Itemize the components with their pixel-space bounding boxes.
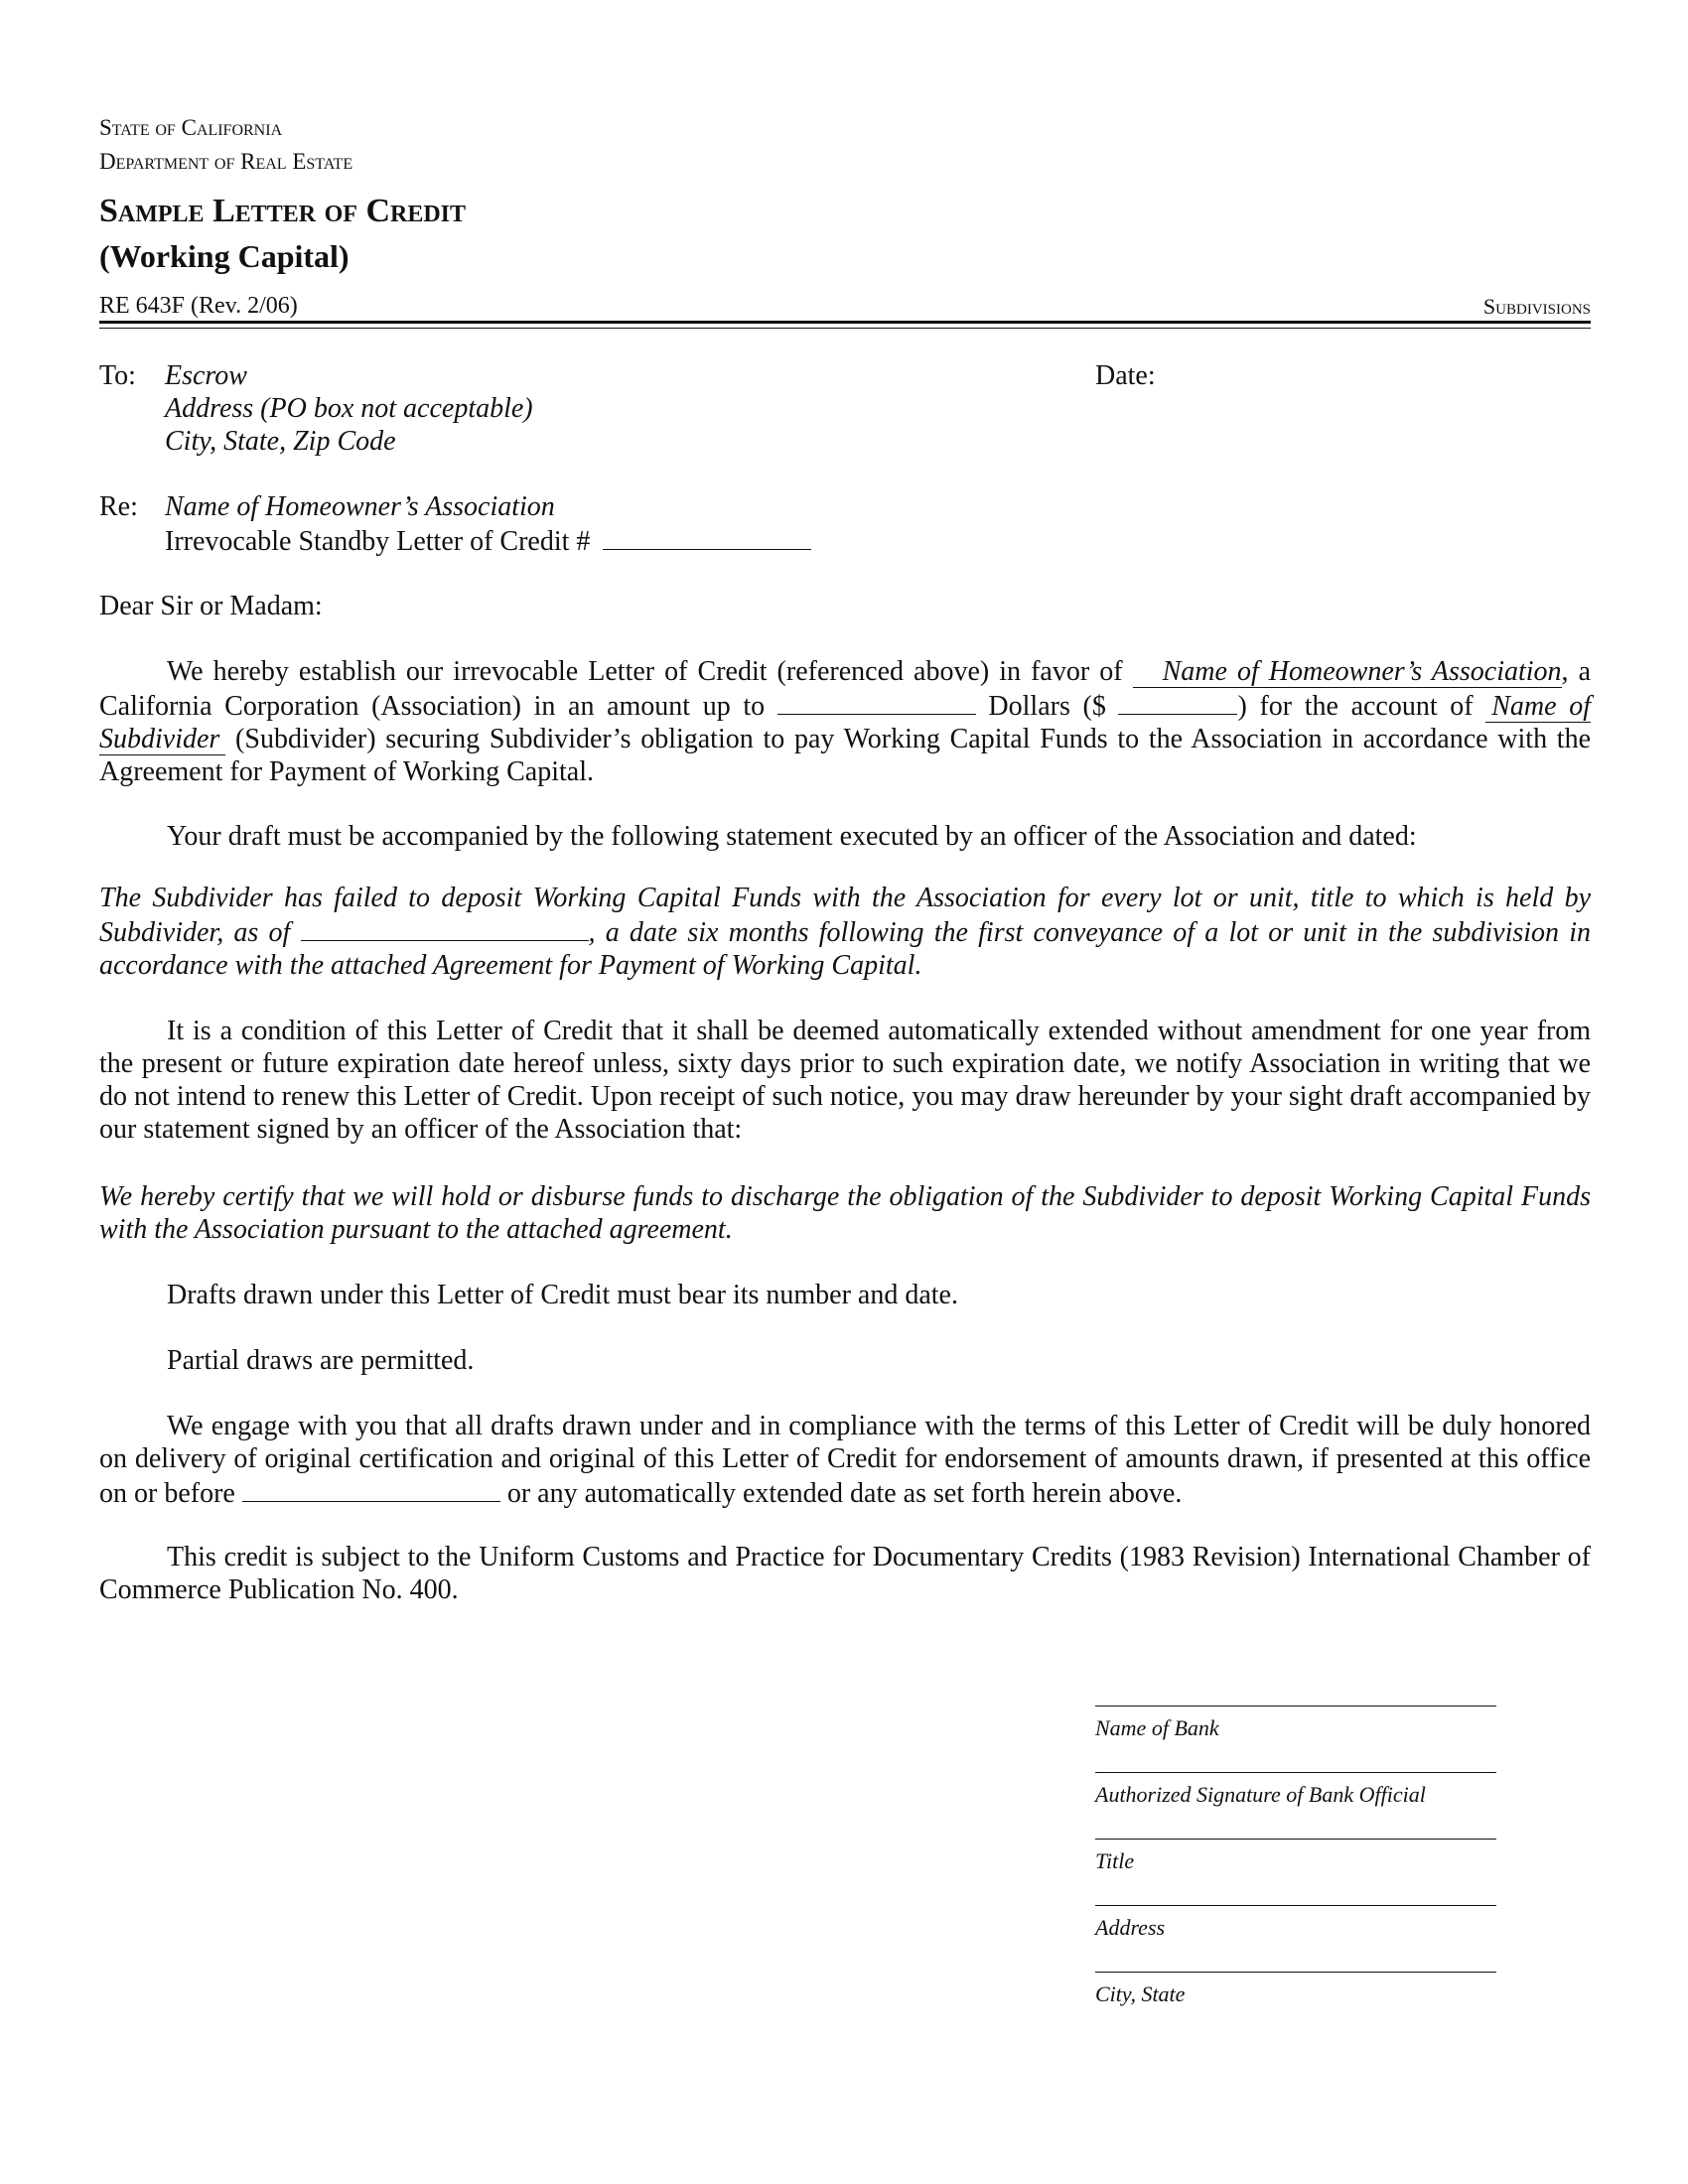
p3-text-b: , a date six months following the first conveyance of a lot or unit in the subdivision in accordance with the attached Agreement for Payment of Working Capital. [99, 917, 1592, 981]
header-rule-thick [99, 321, 1591, 324]
signature-line [1095, 1972, 1496, 1973]
page-title: Sample Letter of Credit [99, 193, 467, 229]
paragraph-auto-extension: It is a condition of this Letter of Credit that it shall be deemed automatically extended without amendment for one year from the present or future expiration date hereof unless, sixty days prior to such expiration date, we notify Association in writing that we do not intend to renew this Letter of Credit. Upon receipt of such notice, you may draw hereunder by your sight draft accompanied by our statement signed by an officer of the Association that: [99, 1016, 1591, 1145]
page-subtitle: (Working Capital) [99, 238, 350, 274]
signature-line [1095, 1772, 1496, 1773]
loc-number-blank [603, 523, 811, 550]
p1-text-d: ) [1237, 691, 1247, 722]
amount-number-blank [1118, 688, 1237, 715]
date-label: Date: [1095, 360, 1156, 391]
city-state-label: City, State [1095, 1981, 1186, 2006]
paragraph-draft-statement: Your draft must be accompanied by the following statement executed by an officer of the Association and dated: [167, 821, 1417, 852]
paragraph-failure-statement [99, 882, 1591, 982]
p1-text-e: for the account of [1259, 691, 1474, 722]
header-rule-thin [99, 328, 1591, 329]
re-label: Re: [99, 491, 138, 522]
authorized-signature-label: Authorized Signature of Bank Official [1095, 1782, 1426, 1807]
paragraph-engagement [99, 1410, 1591, 1510]
address-label: Address [1095, 1915, 1166, 1940]
to-label: To: [99, 360, 136, 391]
p8-text-a: We engage with you that all drafts drawn under and in compliance with the terms of this Letter of Credit will be duly honored on delivery of original certification and original of this Letter of Credit for endorsement of amounts drawn, if presented at this office on or before [99, 1411, 1591, 1509]
re-loc-line [165, 523, 811, 558]
as-of-date-blank [301, 914, 589, 941]
title-label: Title [1095, 1848, 1135, 1873]
p3-text-a: The Subdivider has failed to deposit Working Capital Funds with the Association for every lot or unit, title to which is held by Subdivider, as of [99, 883, 1591, 948]
paragraph-partial-draws: Partial draws are permitted. [167, 1345, 475, 1376]
p1-text-f: (Subdivider) securing Subdivider’s obligation to pay Working Capital Funds to the Association in accordance with the Agreement for Payment of Working Capital. [99, 724, 1592, 787]
paragraph-ucp: This credit is subject to the Uniform Customs and Practice for Documentary Credits (1983 Revision) International Chamber of Commerce Publication No. 400. [99, 1542, 1591, 1605]
bank-name-label: Name of Bank [1095, 1715, 1219, 1740]
to-address-block [165, 359, 533, 458]
agency-name: State of California [99, 115, 283, 140]
p1-text-c: Dollars ($ [988, 691, 1106, 722]
division-label: Subdivisions [1482, 294, 1591, 319]
re-block [165, 490, 811, 558]
to-line-city: City, State, Zip Code [165, 426, 396, 457]
form-number: RE 643F (Rev. 2/06) [99, 293, 298, 319]
amount-words-blank [777, 688, 976, 715]
department-name: Department of Real Estate [99, 149, 353, 174]
re-loc-text: Irrevocable Standby Letter of Credit # [165, 526, 591, 557]
paragraph-drafts-number: Drafts drawn under this Letter of Credit must bear its number and date. [167, 1280, 958, 1310]
signature-line [1095, 1839, 1496, 1840]
to-line-address: Address (PO box not acceptable) [165, 393, 533, 424]
signature-line [1095, 1905, 1496, 1906]
paragraph-certification: We hereby certify that we will hold or disburse funds to discharge the obligation of the Subdivider to deposit Working Capital Funds with the Association pursuant to the attached agreement. [99, 1181, 1591, 1245]
re-association: Name of Homeowner’s Association [165, 491, 555, 522]
association-fill: Name of Homeowner’s Association [1133, 656, 1562, 688]
expiry-date-blank [242, 1475, 500, 1502]
p1-text-a: We hereby establish our irrevocable Letter of Credit (referenced above) in favor of [167, 656, 1123, 687]
p8-text-b: or any automatically extended date as set forth herein above. [506, 1478, 1183, 1509]
agency-header [99, 111, 352, 179]
paragraph-establish [99, 655, 1591, 788]
salutation: Dear Sir or Madam: [99, 591, 323, 621]
p1-text-b: , a California Corporation (Association) in an amount up to [99, 656, 1592, 722]
subdivider-fill: Name of Subdivider [99, 691, 1591, 754]
signature-block [1095, 1706, 1496, 2038]
to-line-escrow: Escrow [165, 360, 247, 391]
